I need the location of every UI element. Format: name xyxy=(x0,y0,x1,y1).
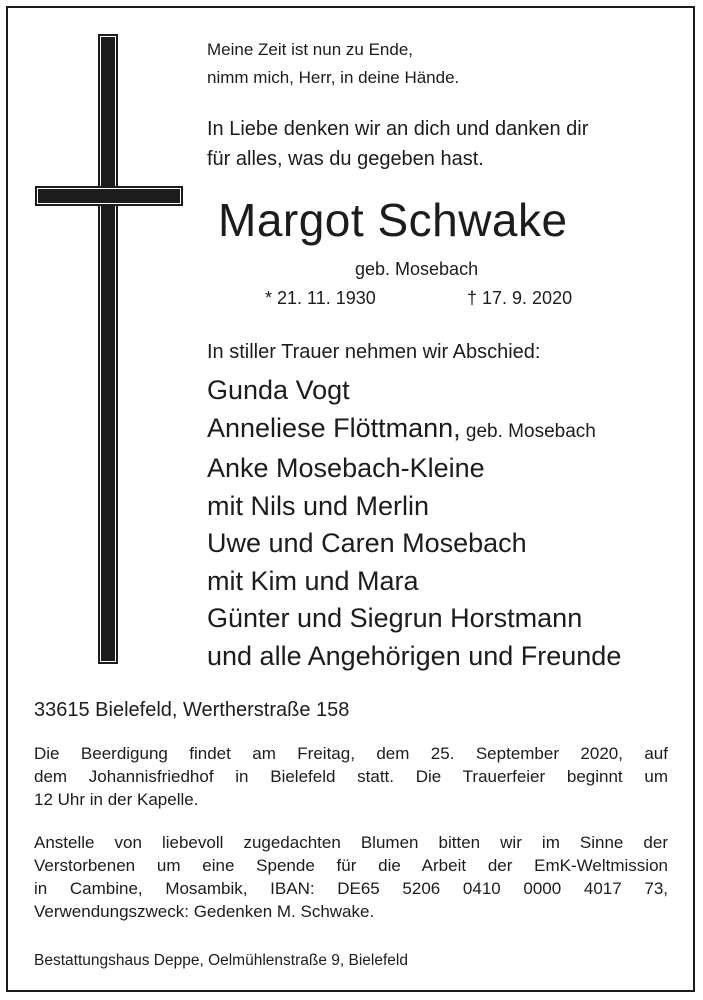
mourner-note: geb. Mosebach xyxy=(460,420,596,442)
cross-vertical-beam xyxy=(98,34,118,664)
poem-verse-1 xyxy=(207,36,459,92)
mourner-item: Anneliese Flöttmann, geb. Mosebach xyxy=(207,412,596,443)
poem-line: für alles, was du gegeben hast. xyxy=(207,148,484,170)
funeral-line: Die Beerdigung findet am Freitag, dem 25. September 2020, auf xyxy=(34,744,668,763)
mourner-item: Anke Mosebach-Kleine xyxy=(207,453,485,483)
mourner-item: mit Nils und Merlin xyxy=(207,490,430,521)
funeral-line: dem Johannisfriedhof in Bielefeld statt. Die Trauerfeier beginnt um xyxy=(34,767,668,786)
maiden-name: geb. Mosebach xyxy=(355,259,479,279)
mourner-item: Uwe und Caren Mosebach xyxy=(207,528,527,558)
mourner-item: Gunda Vogt xyxy=(207,375,350,405)
mourner-item: mit Kim und Mara xyxy=(207,565,419,596)
family-address: 33615 Bielefeld, Wertherstraße 158 xyxy=(34,699,350,721)
birth-date: * 21. 11. 1930 xyxy=(265,288,376,308)
death-date: † 17. 9. 2020 xyxy=(467,288,573,308)
donation-line: in Cambine, Mosambik, IBAN: DE65 5206 0410 0000 4017 73, xyxy=(34,879,668,898)
funeral-line: 12 Uhr in der Kapelle. xyxy=(34,790,199,809)
mourning-intro: In stiller Trauer nehmen wir Abschied: xyxy=(207,341,541,363)
poem-line: Meine Zeit ist nun zu Ende, xyxy=(207,40,414,59)
poem-line: nimm mich, Herr, in deine Hände. xyxy=(207,68,460,87)
latin-cross-icon xyxy=(35,34,183,664)
cross-horizontal-beam xyxy=(35,186,183,206)
poem-line: In Liebe denken wir an dich und danken dir xyxy=(207,118,589,140)
donation-line: Verstorbenen um eine Spende für die Arbeit der EmK-Weltmission xyxy=(34,856,668,875)
mourner-item: Günter und Siegrun Horstmann xyxy=(207,603,583,633)
donation-info xyxy=(34,831,668,923)
donation-line: Verwendungszweck: Gedenken M. Schwake. xyxy=(34,902,375,921)
funeral-info xyxy=(34,742,668,811)
donation-line: Anstelle von liebevoll zugedachten Blumen bitten wir im Sinne der xyxy=(34,833,668,852)
funeral-home: Bestattungshaus Deppe, Oelmühlenstraße 9, Bielefeld xyxy=(34,952,408,969)
deceased-name: Margot Schwake xyxy=(218,194,568,246)
poem-verse-2 xyxy=(207,114,588,174)
mourners-list xyxy=(207,372,621,675)
mourner-item: und alle Angehörigen und Freunde xyxy=(207,640,622,671)
